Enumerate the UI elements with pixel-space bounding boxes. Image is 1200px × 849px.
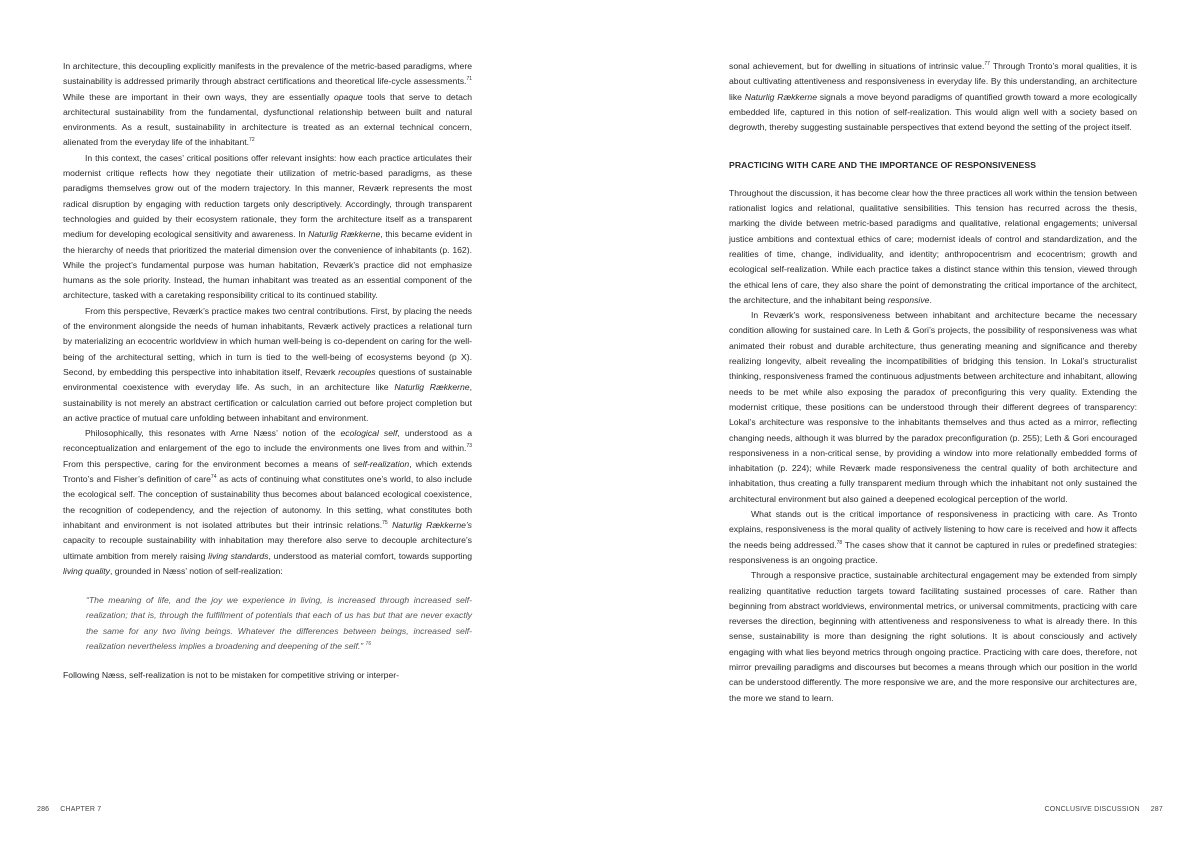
text-run: Throughout the discussion, it has become clear how the three practices all work within the tension between rationalist logics and relational, qualitative sensibilities. This tension has recurred across the thesis, marking the divide between metric-based paradigms and qualitative, relational engagements; universal justice ambitions and contextual ethics of care; modernist ideals of control and standardization, and the realities of time, change, individuality, and identity; anthropocentrism and ecocentrism; growth and ecological self-realization. While each practice takes a distinct stance within this tension, viewed through the ethical lens of care, they also share the point of demonstrating the critical importance of the architect, the architecture, and the inhabitant being bbox=[729, 187, 1137, 305]
footnote-ref: 73 bbox=[466, 443, 472, 450]
footnote-ref: 78 bbox=[836, 539, 843, 546]
italic-text: Naturlig Rækkerne bbox=[744, 91, 817, 102]
italic-text: living standards bbox=[208, 550, 269, 561]
footnote-ref: 74 bbox=[210, 474, 217, 481]
footnote-ref: 72 bbox=[249, 137, 255, 144]
text-run: , which extends Tronto’s and Fisher’s definition of care bbox=[63, 458, 472, 485]
body-paragraph bbox=[63, 151, 472, 304]
left-paragraphs bbox=[63, 59, 472, 579]
text-run: capacity to recouple sustainability with inhabitation may therefore also serve to decouple architecture’s ultimate ambition from merely raising bbox=[63, 535, 472, 561]
text-run: as acts of continuing what constitutes one’s world, to also include the ecological self. The conception of sustainability thus becomes about balanced ecological coexistence, the recognition of codependency, and the rejection of autonomy. In this setting, what constitutes both inhabitant and environment is not isolated attributes but their intrinsic relations. bbox=[63, 474, 472, 530]
page-number: 286 bbox=[37, 806, 50, 813]
text-run: In this context, the cases’ critical positions offer relevant insights: how each practice articulates their modernist critique reflects how they negotiate their utilization of metric-based paradigms, as these paradigms themselves grow out of the modern trajectory. In this manner, Reværk represents the most radical disruption by engaging with reduction targets only descriptively. Accordingly, through transparent technologies and guided by their ecosystem rationale, they form the architecture itself as a transparent medium for developing ecological sensitivity and awareness. In bbox=[63, 152, 472, 240]
right-page bbox=[600, 0, 1200, 849]
naess-quote bbox=[86, 593, 472, 654]
text-run: , sustainability is not merely an abstract certification or calculation carried out before project completion but an active practice of mutual care unfolding between inhabitant and environment. bbox=[63, 382, 472, 423]
text-run: , understood as material comfort, towards supporting bbox=[268, 550, 472, 561]
text-run: From this perspective, Reværk’s practice makes two central contributions. First, by placing the needs of the environment alongside the needs of human inhabitants, Reværk actively practices a relational turn by materializing an ecocentric worldview in which human well-being is co-dependent on caring for the well-being of the architectural setting, which in turn is tied to the well-being of ecosystems beyond (p X). Second, by embedding this perspective into inhabitation itself, Reværk bbox=[63, 305, 472, 377]
closing-paragraph: Following Næss, self-realization is not to be mistaken for competitive striving or interper- bbox=[63, 670, 400, 681]
footnote-ref: 77 bbox=[984, 61, 990, 67]
footnote-ref: 75 bbox=[382, 519, 388, 526]
body-paragraph bbox=[729, 507, 1137, 568]
quote-text: “The meaning of life, and the joy we experience in living, is increased through increased self-realization; that is, through the fulfillment of potentials that each of us has but that are never exactly the same for any two living beings. Whatever the differences between beings, increased self-realization nevertheless implies a broadening and deepening of the self.” bbox=[86, 595, 472, 651]
italic-text: self-realization bbox=[353, 458, 410, 469]
text-run: Through Tronto’s moral qualities, it is about cultivating attentiveness and responsiveness in everyday life. By this understanding, an architecture like bbox=[729, 61, 1137, 102]
italic-text: Naturlig Rækkerne’s bbox=[392, 519, 472, 530]
running-head: CHAPTER 7 bbox=[60, 806, 102, 813]
right-text-column bbox=[729, 59, 1137, 706]
intro-paragraph bbox=[729, 59, 1137, 135]
body-paragraph bbox=[729, 568, 1137, 706]
section-heading: PRACTICING WITH CARE AND THE IMPORTANCE OF RESPONSIVENESS bbox=[729, 160, 1037, 171]
text-run: , grounded in Næss’ notion of self-realization: bbox=[109, 565, 283, 576]
text-run: Philosophically, this resonates with Arne Næss’ notion of the bbox=[85, 428, 341, 439]
text-run: sonal achievement, but for dwelling in situations of intrinsic value. bbox=[729, 61, 985, 71]
text-run: , understood as a reconceptualization and enlargement of the ego to include the environments one lives from and within. bbox=[63, 428, 472, 454]
text-run: While these are important in their own ways, they are essentially bbox=[63, 91, 334, 102]
left-footer bbox=[37, 806, 101, 813]
text-run: In Reværk’s work, responsiveness between inhabitant and architecture became the necessary condition allowing for sustained care. In Leth & Gori’s projects, the possibility of responsiveness was what animated their robust and durable architecture, thus generating meaning and significance and thereby realizing longevity, albeit revealing the incompatibilities of bridging this tension. In Lokal’s structuralist thinking, responsiveness framed the continuous adjustments between architecture and inhabitant, allowing needs to be met while also exposing the paradox of preconfiguring this very quality. Extending the modernist critique, these positions can be understood through their different degrees of transparency: Lokal’s architecture was responsive to the inhabitants themselves and thus acted as a mirror, reflecting changing needs, although it was blurred by the paradox preconfiguration (p. 255); Leth & Gori encouraged responsiveness in a non-critical sense, by providing a window into more relationally embedded forms of inhabitation (p. 224); while Reværk made responsiveness the central quality of both architecture and inhabitation, thus creating a fully transparent medium through which the inhabitant not only sustained the architectural environment but also gained a deepened ecological perception of the world. bbox=[729, 310, 1137, 504]
italic-text: ecological self bbox=[340, 428, 398, 439]
body-paragraph bbox=[729, 308, 1137, 507]
text-run: The cases show that it cannot be captured in rules or predefined strategies: responsiveness is an ongoing practice. bbox=[729, 539, 1137, 565]
body-paragraph bbox=[63, 304, 472, 426]
body-paragraph bbox=[729, 186, 1137, 308]
right-paragraphs bbox=[729, 186, 1137, 706]
italic-text: responsive bbox=[887, 294, 930, 305]
footnote-ref: 71 bbox=[466, 76, 472, 83]
body-paragraph bbox=[63, 59, 472, 151]
italic-text: opaque bbox=[333, 91, 363, 102]
text-run: In architecture, this decoupling explicitly manifests in the prevalence of the metric-based paradigms, where sustainability is addressed primarily through abstract certifications and theoretical life-cycle assessments. bbox=[63, 61, 472, 87]
text-run: . bbox=[929, 294, 932, 305]
left-text-column bbox=[63, 59, 472, 684]
running-head: CONCLUSIVE DISCUSSION bbox=[1044, 806, 1140, 813]
right-footer bbox=[1045, 806, 1164, 813]
text-run: Through a responsive practice, sustainable architectural engagement may be extended from simply realizing quantitative reduction targets toward facilitating sustained processes of care. Rather than beginning from abstract worldviews, environmental metrics, or universal commitments, practicing with care reverses the direction, beginning with attentiveness and responsiveness to what is already there. In this sense, sustainability is more than designing the right solutions. It is about consciously and actively engaging with what lies beyond metrics through ongoing practice. Practicing with care does, therefore, not mirror prevailing paradigms and discourses but becomes a means through which our position in the world can be understood differently. The more responsive we are, and the more responsive our architectures are, the more we stand to learn. bbox=[729, 570, 1137, 703]
text-run: tools that serve to detach architectural sustainability from the fundamental, dysfunctional relationship between built and natural environments. As a result, sustainability in architecture is treated as an external technical concern, alienated from the everyday life of the inhabitant. bbox=[63, 91, 472, 148]
italic-text: Naturlig Rækkerne bbox=[308, 229, 381, 240]
italic-text: recouples bbox=[338, 366, 376, 377]
text-run: signals a move beyond paradigms of quantified growth toward a more ecologically embedded life, captured in this notion of self-realization. This would align well with a society based on degrowth, thereby suggesting sustainable perspectives that extend beyond the setting of the project itself. bbox=[729, 91, 1137, 133]
page-number: 287 bbox=[1150, 806, 1163, 813]
text-run: What stands out is the critical importance of responsiveness in practicing with care. As Tronto explains, responsiveness is the moral quality of actively listening to how care is received and how it affects the needs being addressed. bbox=[729, 509, 1137, 550]
footnote-ref: 76 bbox=[365, 640, 372, 647]
body-paragraph bbox=[63, 426, 472, 579]
text-run: , this became evident in the hierarchy of needs that prioritized the material dimension over the convenience of inhabitants (p. 162). While the project’s fundamental purpose was human habitation, Reværk’s practice did not emphasize humans as the sole priority. Instead, the human inhabitant was treated as an essential component of the architecture, tasked with a caretaking responsibility critical to its continued stability. bbox=[63, 229, 472, 301]
italic-text: Naturlig Rækkerne bbox=[394, 382, 470, 393]
text-run: From this perspective, caring for the environment becomes a means of bbox=[63, 458, 354, 469]
text-run: questions of sustainable environmental coexistence with everyday life. As such, in an architecture like bbox=[63, 366, 472, 393]
italic-text: living quality bbox=[63, 565, 110, 576]
